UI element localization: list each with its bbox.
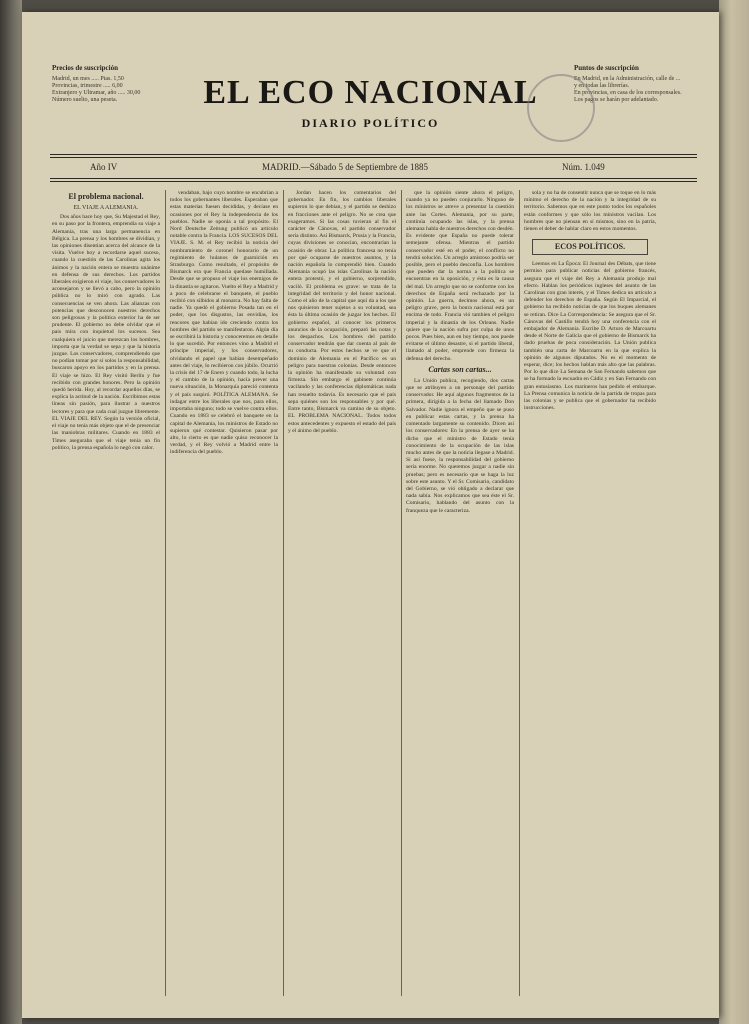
book-spine (0, 0, 22, 1024)
column-rule-1 (165, 190, 166, 996)
column-3 (288, 190, 396, 996)
library-stamp (527, 74, 595, 142)
masthead-subtitle: DIARIO POLÍTICO (301, 116, 440, 130)
article-subheading: EL VIAJE A ALEMANIA. (73, 205, 139, 211)
article-body: La Unión publica, recogiendo, dos cartas que se atribuyen a un personaje del partido conservador. He aquí algunos fragmentos de la primera, dirigida a la fecha del llamado Don Salvador. Nadie ignora el empeño que se puso en publicar estas cartas, y la prensa ha comentado largamente su contenido. Dicen así los conservadores: En la prensa de ayer se ha dicho que el ministro de Estado tenía conocimiento de la ocupación de las islas mucho antes de que la noticia llegase a Madrid. Si así fuese, la responsabilidad del gobierno sería enorme. No queremos juzgar a nadie sin pruebas; pero es necesario que se haga la luz sobre este asunto. Y el Sr. Comisario, candidato del Gobierno, se vió obligado a declarar que nada sabía. Nos explicamos que sea éste el Sr. Comisario, hablando del asunto con la franqueza que le caracteriza. (406, 377, 514, 514)
article-body: que la opinión siente ahora el peligro, cuando ya no pueden conjurarlo. Ninguno de los ministros se atreve a presentar la cuestión ante las Cortes. Alemania, por su parte, continúa ocupando las islas, y la prensa alemana habla de nuestros derechos con desdén. Es evidente que España no puede tolerar semejante ofensa. Mientras el partido conservador esté en el poder, el conflicto no tendrá solución. Un arreglo amistoso podría ser posible, pero el pueblo desconfía. Los hombres que pueden dar la norma a la política se encuentran en la oposición, y ésta es la causa del mal. Un arreglo que no se conforme con los derechos de España será rechazado por la opinión. La guerra, decimos ahora, es un peligro grave, pero la honra nacional está por encima de todo. Francia vió tambien el peligro imperial y la dinastía de los Orleans. Nadie quiere que la nación sufra por culpa de unos pocos. Pues bien, aun en hoy tiempo, nos puede evitarse el último desastre, si el partido liberal, llamado al poder, emprende con firmeza la defensa del derecho. (406, 190, 514, 362)
article-heading: El problema nacional. (68, 192, 144, 201)
column-5 (524, 190, 656, 996)
column-rule-2 (283, 190, 284, 996)
subscription-points-heading: Puntos de suscripción (574, 64, 639, 72)
subscription-prices: Madrid, un mes ..... Ptas. 1,50 Provincias, trimestre ..... 6,00 Extranjero y Ultramar, año ..... 30,00 Número suelto, una peseta. (52, 76, 141, 103)
masthead-title: EL ECO NACIONAL (203, 74, 538, 111)
column-rule-4 (519, 190, 520, 996)
column-4 (406, 190, 514, 996)
rule-top-2 (50, 157, 697, 158)
column-rule-3 (401, 190, 402, 996)
subscription-heading: Precios de suscripción (52, 64, 118, 72)
article-body: Dos años hace hoy que, Su Majestad el Rey, en su paso por la frontera, emprendía su viaje a Alemania, tras una larga permanencia en Bélgica. La prensa y los hombres se dividían, y las opiniones disentían acerca del alcance de la visita. Vuelve hoy a recordarse aquel suceso, cuando la cuestión de las Carolinas agita los ánimos y la nación entera se muestra unánime en defensa de sus derechos. Los partidos liberales exigieron el viaje, los conservadores lo aconsejaron y se llevó a cabo, pero la opinión pública no lo miró con agrado. Las consecuencias se ven ahora. Las alianzas con potencias que desconocen nuestros derechos son peligrosas y la política exterior ha de ser prudente. El gobierno no debe olvidar que el país mira con inquietud los sucesos. Sea cualquiera el juicio que merezcan los hombres, importa que la verdad se sepa y que la historia juzgue. Los conservadores, comprendiendo que no podían tomar por sí solos la responsabilidad, buscaron apoyo en los partidos y en la prensa. El viaje se hizo. El Rey visitó Berlín y fue recibido con grandes honores. Pero la opinión quedó herida. Hoy, al recordar aquellos días, se explica la actitud de la nación. Escribimos estas líneas sin pasión, para ilustrar a nuestros lectores y para que cada cual juzgue libremente. EL VIAJE DEL REY. Según la versión oficial, el viaje no tenía más objeto que el de presenciar las maniobras militares. Cuando en 1883 el Times aseguraba que el viaje tenía un fin político, la prensa española lo negó con calor. (52, 214, 160, 451)
rule-top (50, 154, 697, 155)
rule-bottom-2 (50, 181, 697, 182)
issue-date: MADRID.—Sábado 5 de Septiembre de 1885 (262, 162, 428, 172)
rule-bottom (50, 178, 697, 179)
column-2 (170, 190, 278, 996)
subscription-points-text: En Madrid, en la Administración, calle de ... y en todas las librerías. En provincias, en casa de los corresponsales. Los pagos se harán por adelantado. (574, 76, 682, 103)
article-body: vendaban, bajo cuyo nombre se encubrían a todos los gobernantes liberales. Esperaban que estas materias fuesen decididas, y decíase en ocasiones por el Rey la independencia de los pueblos. Nadie se oponía a tal propósito. El Nord Deutsche Zeitung publicó un artículo notable contra la Francia. LOS SUCESOS DEL VIAJE. S. M. el Rey recibió la noticia del nombramiento de coronel honorario de un regimiento de hulanos de guarnición en Strasburgo. Como resultado, el propósito de Bismarck era que Francia quedase humillada. Desde que se propuso el viaje los enemigos de la dinastía se agitaron. Vuelto el Rey a Madrid y a poco de celebrarse el banquete, el pueblo recibió con silbidos al monarca. No hay falta de nadie. Ya quedó el gobierno Posada tan en el poder, que los disgustos, las envidias, los rencores que habían ido creciendo contra los hombres del partido se manifestaron. Algún día se escribirá la historia y conoceremos en detalle lo que sucedió. Por entonces vino a Madrid el príncipe imperial, y los conservadores, olvidando el papel que habían desempeñado antes del viaje, lo recibieron con júbilo. Ocurrió la crisis del 17 de Enero y cuando todo, la lucha y el cambio de la opinión, hacía prever una nueva situación, la Monarquía pareció contenta y el país suspiró. POLÍTICA ALEMANA. Se indagar entre los liberales que nos, para ellos, importaba ninguno; todo se vuelve contra ellos. Cuando en 1883 se celebró el banquete en la capital de Alemania, los ministros de Estado no supieron qué contestar. Quisieron pasar por alto, lo cierto es que nadie quiso reconocer la verdad, y el Rey volvió a Madrid entre la indiferencia del pueblo. (170, 190, 278, 456)
column-1 (52, 190, 160, 996)
article-body: Leemos en La Época: El Journal des Débats, que tiene permiso para publicar noticias del gobierno francés, asegura que el viaje del Rey a Alemania produjo mal efecto. Hablan los periódicos ingleses del asunto de las Carolinas con gran interés, y el Times dedica un artículo a defender los derechos de España. Según El Imparcial, el gobierno ha recibido noticias de que los buques alemanes se retiran. Dice La Correspondencia: Se asegura que el Sr. Cánovas del Castillo tendrá hoy una conferencia con el embajador de Alemania. Escribe D. Arturo de Marcoartu desde el Norte de Galicia que el gobierno de Bismarck ha dado pruebas de poca consideración. La Unión publica también una carta de Marcoartu en la que explica la opinión de algunos diputados. No es el momento de esperar, dice; los hechos hablan más alto que las palabras. Por lo que dice La Semana de San Fernando sabemos que se ha formado la escuadra en Cádiz y en San Fernando con gran entusiasmo. Los marineros han pedido el embarque. La Prensa comunica la noticia de la partida de tropas para las colonias y se publica que el gobernador ha recibido instrucciones. (524, 261, 656, 412)
article-body: sola y no ha de consentir nunca que se toque en lo más mínimo el derecho de la nación y la integridad de su territorio. Sabemos que en este punto todos los españoles están conformes y que sólo los ministros vacilan. Los hombres que no piensan en sí mismos, sino en la patria, tienen el deber de hablar claro en estos momentos. (524, 190, 656, 233)
article-body: Jordan hacen los comentarios del gobernador. En fin, los cambios liberales supieron lo que debían, y el partido se deshizo en fracciones ante el peligro. No se crea que exageramos. Si las cosas tuvieran al fin el carácter de Cánovas, el partido conservador sería distinto. Así Bismarck, Prusia y la Francia, cuyas divisiones se conocían, encontrarían la ocasión de obrar. La política francesa no tenía por qué ocuparse de nuestros asuntos, y la nación española lo comprendió bien. Cuando Alemania ocupó las islas Carolinas la nación entera protestó, y el gobierno, sorprendido, vaciló. El problema es grave: se trata de la integridad del territorio y del honor nacional. Como el año de la capital que aquí da a los que nos quisieron tener sujetos a su voluntad, sea ésta la última ocasión de juzgar los hechos. El gobierno español, al conocer los primeros anuncios de la ocupación, preparó las notas y los despachos. Los hombres del partido conservador tendrán que dar cuenta al país de su conducta. Por estos hechos se ve que el dominio de Alemania en el Pacífico es un peligro para nuestras colonias. Desde entonces la opinión ha manifestado su voluntad con firmeza. Sin embargo el gabinete continúa vacilando y las conferencias diplomáticas nada han resuelto todavía. Es necesario que el país sepa quiénes son los responsables y por qué. Entre tanto, Bismarck va camino de su objeto. EL PROBLEMA NACIONAL. Todos todos estos antecedentes y expuesto el estado del país y el ánimo del pueblo. (288, 190, 396, 434)
newspaper-page (22, 12, 719, 1018)
section-heading: ECOS POLÍTICOS. (532, 239, 648, 255)
article-heading: Cartas son cartas... (428, 364, 492, 374)
page-edge (719, 0, 749, 1024)
issue-year: Año IV (90, 162, 118, 172)
issue-number: Núm. 1.049 (562, 162, 605, 172)
